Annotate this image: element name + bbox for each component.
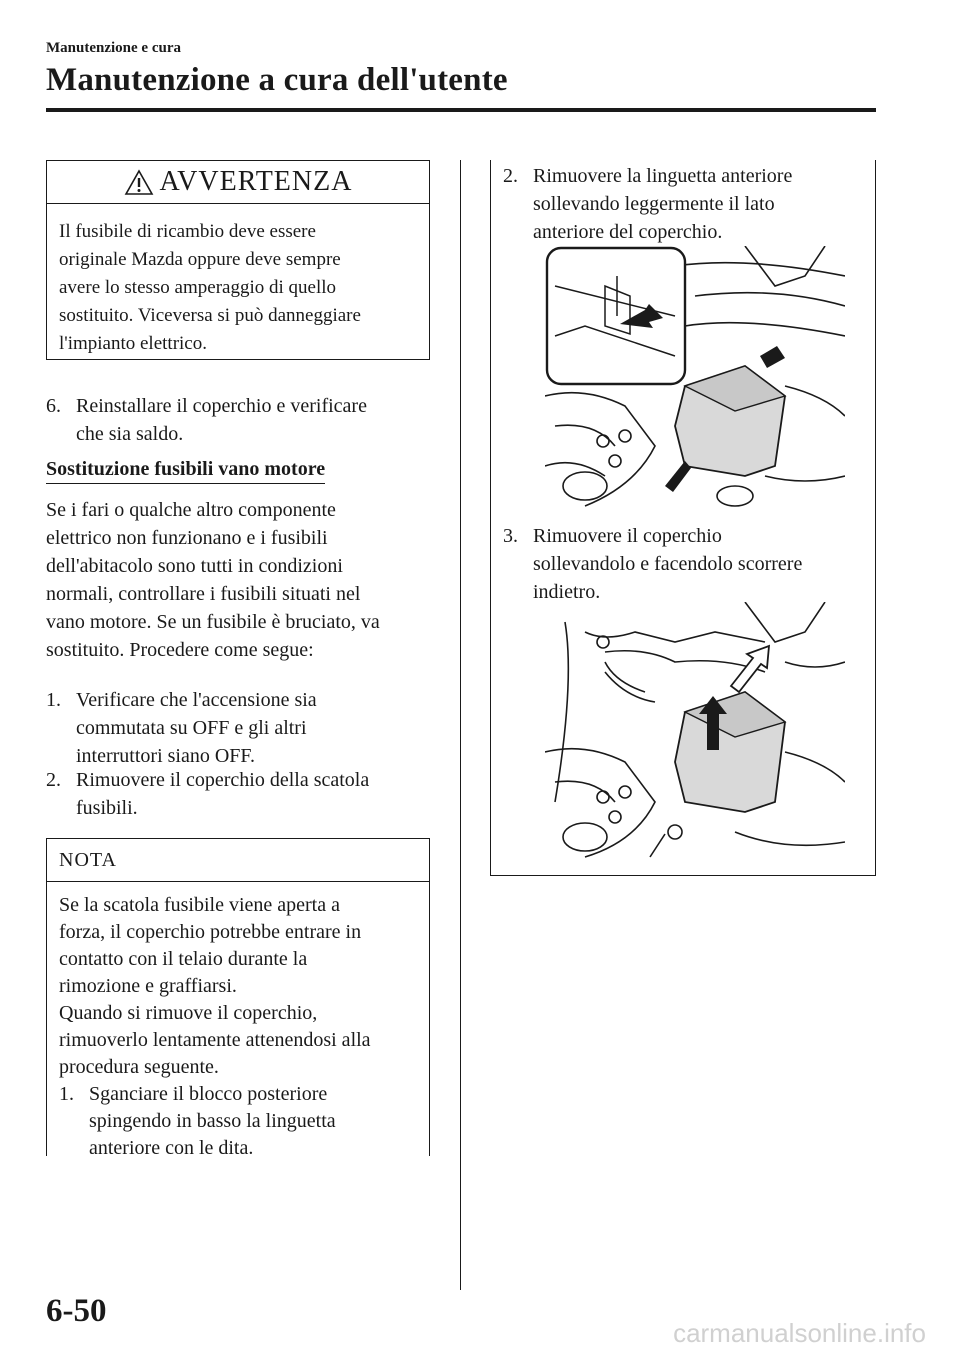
note-substep bbox=[59, 1081, 417, 1162]
warning-line: Il fusibile di ricambio deve essere bbox=[59, 221, 316, 242]
step-text: sollevando leggermente il lato bbox=[533, 193, 775, 215]
step-text: anteriore con le dita. bbox=[89, 1137, 254, 1159]
fuse-box-tab-illustration bbox=[545, 246, 845, 514]
note-line: forza, il coperchio potrebbe entrare in bbox=[59, 921, 362, 943]
paragraph-line: Se i fari o qualche altro componente bbox=[46, 499, 336, 521]
note-line: rimuoverlo lentamente attenendosi alla bbox=[59, 1029, 371, 1051]
step-text: Verificare che l'accensione sia bbox=[76, 689, 317, 711]
step-number: 3. bbox=[503, 525, 518, 547]
step-number: 1. bbox=[59, 1083, 74, 1105]
column-divider bbox=[460, 160, 461, 1290]
step-text: Sganciare il blocco posteriore bbox=[89, 1083, 328, 1105]
note-title: NOTA bbox=[47, 839, 429, 882]
page-number: 6-50 bbox=[46, 1293, 107, 1329]
step-number: 1. bbox=[46, 689, 61, 711]
section-heading: Sostituzione fusibili vano motore bbox=[46, 458, 325, 484]
step-text: fusibili. bbox=[76, 797, 138, 819]
step-number: 6. bbox=[46, 395, 61, 417]
note-line: contatto con il telaio durante la bbox=[59, 948, 308, 970]
step-1 bbox=[46, 686, 317, 770]
step-3 bbox=[503, 522, 863, 606]
step-number: 2. bbox=[503, 165, 518, 187]
step-text: interruttori siano OFF. bbox=[76, 745, 255, 767]
note-line: Se la scatola fusibile viene aperta a bbox=[59, 894, 340, 916]
warning-line: avere lo stesso amperaggio di quello bbox=[59, 277, 337, 298]
warning-text bbox=[47, 204, 429, 358]
section-label: Manutenzione e cura bbox=[46, 40, 181, 56]
step-2-continued bbox=[503, 162, 863, 246]
step-text: sollevandolo e facendolo scorrere bbox=[533, 553, 803, 575]
paragraph-line: normali, controllare i fusibili situati nel bbox=[46, 583, 361, 605]
note-line: rimozione e graffiarsi. bbox=[59, 975, 237, 997]
note-text bbox=[47, 882, 429, 1162]
step-text: anteriore del coperchio. bbox=[533, 221, 723, 243]
warning-line: sostituito. Viceversa si può danneggiare bbox=[59, 305, 361, 326]
step-2 bbox=[46, 766, 369, 822]
step-text: Rimuovere il coperchio della scatola bbox=[76, 769, 370, 791]
continued-steps-box bbox=[490, 160, 876, 876]
paragraph-line: sostituito. Procedere come segue: bbox=[46, 639, 314, 661]
step-text: indietro. bbox=[533, 581, 601, 603]
step-text: Rimuovere il coperchio bbox=[533, 525, 722, 547]
warning-triangle-icon bbox=[124, 169, 154, 196]
step-6 bbox=[46, 392, 367, 448]
step-text: Rimuovere la linguetta anteriore bbox=[533, 165, 793, 187]
step-text: che sia saldo. bbox=[76, 423, 184, 445]
warning-box bbox=[46, 160, 430, 360]
warning-line: l'impianto elettrico. bbox=[59, 333, 207, 354]
page-title: Manutenzione a cura dell'utente bbox=[46, 62, 508, 98]
step-text: Reinstallare il coperchio e verificare bbox=[76, 395, 367, 417]
paragraph-line: vano motore. Se un fusibile è bruciato, va bbox=[46, 611, 380, 633]
paragraph-line: dell'abitacolo sono tutti in condizioni bbox=[46, 555, 343, 577]
warning-title: AVVERTENZA bbox=[159, 166, 353, 197]
note-line: Quando si rimuove il coperchio, bbox=[59, 1002, 318, 1024]
intro-paragraph bbox=[46, 496, 436, 664]
fuse-box-cover-removal-illustration bbox=[545, 602, 845, 862]
title-rule bbox=[46, 108, 876, 112]
warning-header bbox=[47, 161, 429, 204]
note-line: procedura seguente. bbox=[59, 1056, 219, 1078]
step-text: commutata su OFF e gli altri bbox=[76, 717, 307, 739]
watermark: carmanualsonline.info bbox=[673, 1318, 926, 1348]
step-number: 2. bbox=[46, 769, 61, 791]
paragraph-line: elettrico non funzionano e i fusibili bbox=[46, 527, 328, 549]
note-box bbox=[46, 838, 430, 1159]
warning-line: originale Mazda oppure deve sempre bbox=[59, 249, 341, 270]
step-text: spingendo in basso la linguetta bbox=[89, 1110, 336, 1132]
